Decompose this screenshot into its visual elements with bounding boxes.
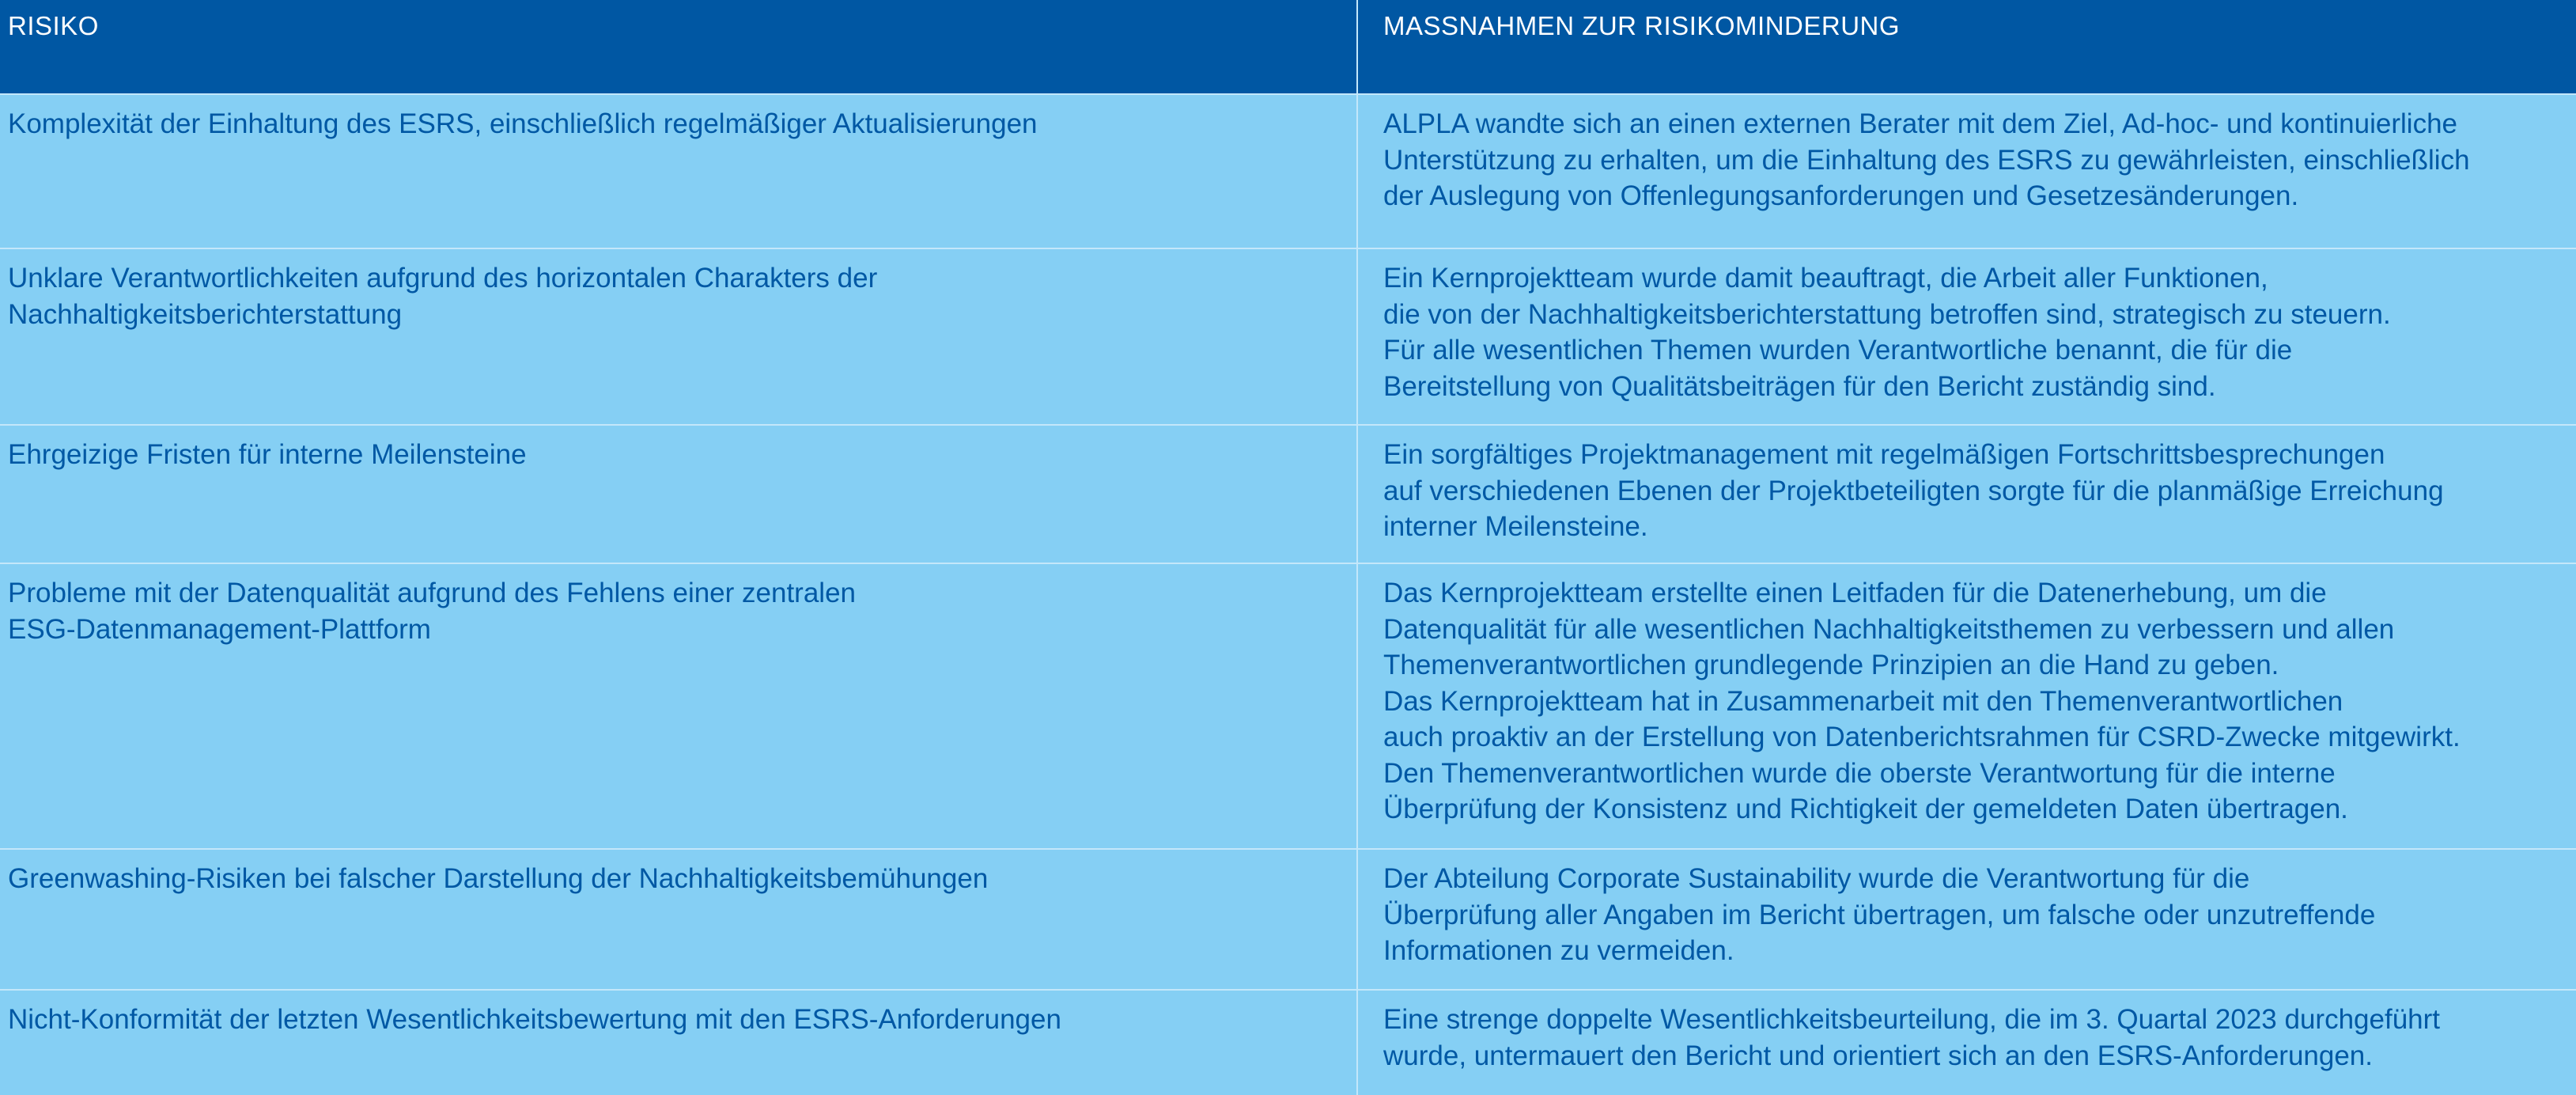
- row-3-measures: [1358, 424, 2576, 563]
- row-2-measures: [1358, 248, 2576, 424]
- row-5-measures: [1358, 848, 2576, 989]
- text-line: Greenwashing-Risiken bei falscher Darstellung der Nachhaltigkeitsbemühungen: [8, 863, 989, 894]
- text-line: Probleme mit der Datenqualität aufgrund des Fehlens einer zentralen: [8, 578, 857, 608]
- text-line: Ein Kernprojektteam wurde damit beauftragt, die Arbeit aller Funktionen,: [1383, 263, 2268, 294]
- text-line: Für alle wesentlichen Themen wurden Verantwortliche benannt, die für die: [1383, 335, 2293, 366]
- text-line: der Auslegung von Offenlegungsanforderungen und Gesetzesänderungen.: [1383, 180, 2299, 211]
- row-4-measures: [1358, 563, 2576, 848]
- text-line: ALPLA wandte sich an einen externen Berater mit dem Ziel, Ad-hoc- und kontinuierliche: [1383, 108, 2457, 139]
- text-line: Der Abteilung Corporate Sustainability wurde die Verantwortung für die: [1383, 863, 2250, 894]
- row-1-measures: [1358, 93, 2576, 248]
- text-line: auch proaktiv an der Erstellung von Datenberichtsrahmen für CSRD-Zwecke mitgewirkt.: [1383, 722, 2461, 752]
- text-line: Ehrgeizige Fristen für interne Meilensteine: [8, 439, 527, 470]
- text-line: wurde, untermauert den Bericht und orientiert sich an den ESRS-Anforderungen.: [1383, 1040, 2373, 1071]
- text-line: auf verschiedenen Ebenen der Projektbeteiligten sorgte für die planmäßige Erreichung: [1383, 475, 2444, 506]
- row-2-risk: [0, 248, 1358, 424]
- row-3-risk: [0, 424, 1358, 563]
- text-line: Themenverantwortlichen grundlegende Prinzipien an die Hand zu geben.: [1383, 650, 2279, 680]
- text-line: Den Themenverantwortlichen wurde die oberste Verantwortung für die interne: [1383, 757, 2336, 789]
- text-line: Überprüfung der Konsistenz und Richtigkeit der gemeldeten Daten übertragen.: [1383, 794, 2348, 824]
- header-risk: RISIKO: [0, 0, 1358, 93]
- text-line: Nicht-Konformität der letzten Wesentlichkeitsbewertung mit den ESRS-Anforderungen: [8, 1004, 1061, 1035]
- text-line: Das Kernprojektteam hat in Zusammenarbeit mit den Themenverantwortlichen: [1383, 685, 2343, 717]
- text-line: Datenqualität für alle wesentlichen Nachhaltigkeitsthemen zu verbessern und allen: [1383, 613, 2395, 645]
- text-line: Komplexität der Einhaltung des ESRS, einschließlich regelmäßiger Aktualisierungen: [8, 108, 1038, 139]
- row-6-measures: [1358, 989, 2576, 1095]
- row-4-risk: [0, 563, 1358, 848]
- row-6-risk: [0, 989, 1358, 1095]
- text-line: Bereitstellung von Qualitätsbeiträgen für den Bericht zuständig sind.: [1383, 370, 2216, 402]
- text-line: Unterstützung zu erhalten, um die Einhaltung des ESRS zu gewährleisten, einschließlich: [1383, 144, 2470, 176]
- row-5-risk: [0, 848, 1358, 989]
- text-line: die von der Nachhaltigkeitsberichterstattung betroffen sind, strategisch zu steuern.: [1383, 298, 2391, 330]
- text-line: Ein sorgfältiges Projektmanagement mit regelmäßigen Fortschrittsbesprechungen: [1383, 439, 2385, 470]
- row-1-risk: [0, 93, 1358, 248]
- text-line: Unklare Verantwortlichkeiten aufgrund des horizontalen Charakters der: [8, 263, 878, 294]
- text-line: Nachhaltigkeitsberichterstattung: [8, 298, 403, 330]
- text-line: Das Kernprojektteam erstellte einen Leitfaden für die Datenerhebung, um die: [1383, 578, 2327, 608]
- text-line: Eine strenge doppelte Wesentlichkeitsbeurteilung, die im 3. Quartal 2023 durchgeführt: [1383, 1004, 2440, 1035]
- text-line: Informationen zu vermeiden.: [1383, 935, 1734, 966]
- text-line: ESG-Datenmanagement-Plattform: [8, 613, 431, 645]
- text-line: interner Meilensteine.: [1383, 511, 1648, 542]
- text-line: Überprüfung aller Angaben im Bericht übertragen, um falsche oder unzutreffende: [1383, 899, 2376, 930]
- header-measures: MASSNAHMEN ZUR RISIKOMINDERUNG: [1358, 0, 2576, 93]
